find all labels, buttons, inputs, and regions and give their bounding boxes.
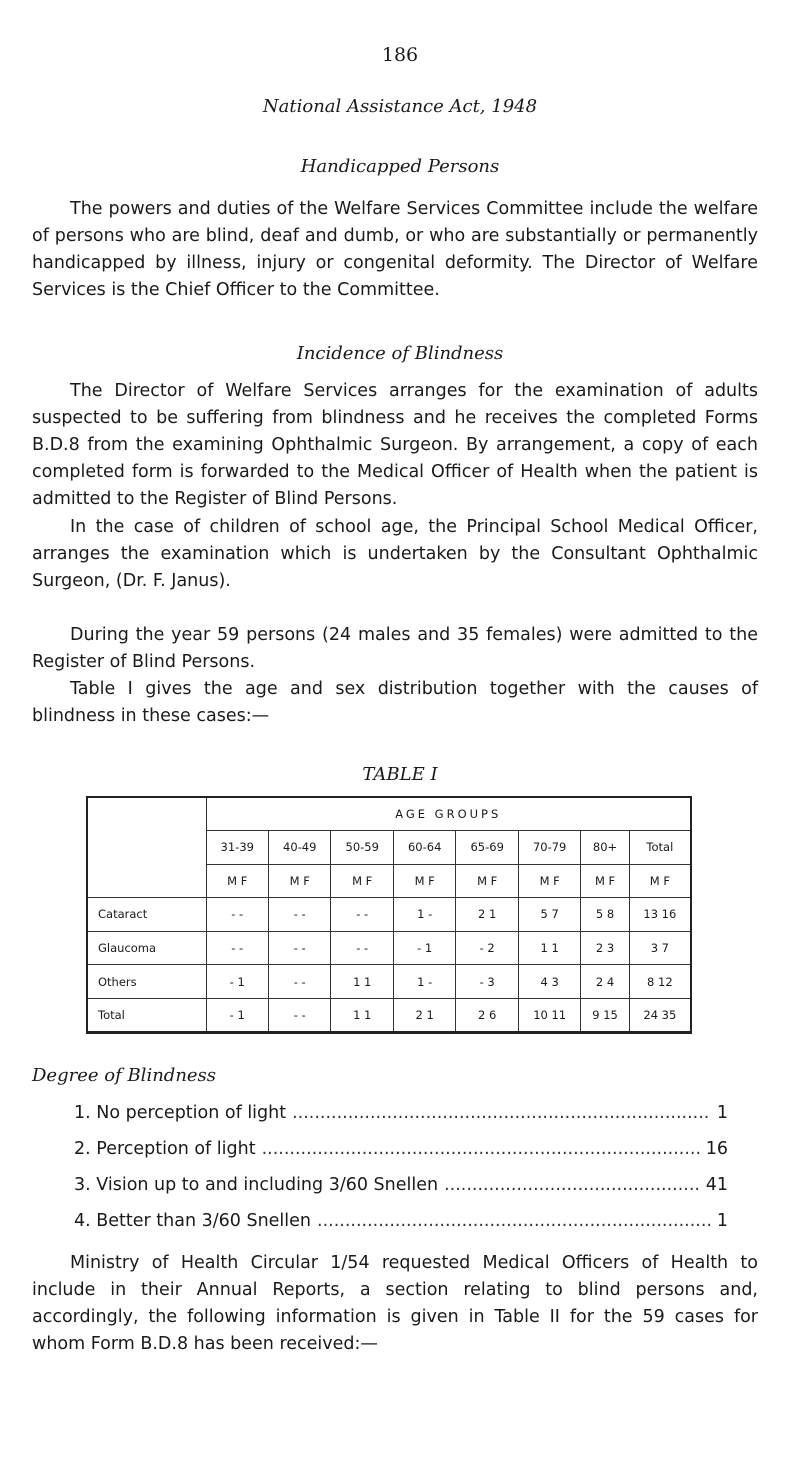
table-cell: 4 3 <box>518 965 580 999</box>
degree-item <box>74 1175 728 1195</box>
table-cell: 1 1 <box>331 998 393 1031</box>
table-cell: 5 7 <box>518 898 580 932</box>
table-cell: 2 1 <box>456 898 518 932</box>
age-group-header: 80+ <box>581 830 629 864</box>
degree-item <box>74 1211 728 1231</box>
degree-item-text: 1. No perception of light <box>74 1103 287 1123</box>
degree-item-value: 1 <box>716 1103 728 1123</box>
age-group-header: 31-39 <box>206 830 268 864</box>
table-cell: - 3 <box>456 965 518 999</box>
age-group-header: 60-64 <box>393 830 455 864</box>
paragraph-examination: The Director of Welfare Services arranges for the examination of adults suspected to be suffering from blindness and he receives the completed Forms B.D.8 from the examining Ophthalmic Surgeon. By arrangement, a copy of each completed form is forwarded to the Medical Officer of Health when the patient is admitted to the Register of Blind Persons. <box>32 381 758 509</box>
table-cell: 13 16 <box>629 898 690 932</box>
sex-header: M F <box>331 864 393 898</box>
closing-paragraph: Ministry of Health Circular 1/54 requested Medical Officers of Health to include in their Annual Reports, a section relating to blind persons and, accordingly, the following information is given in Table II for the 59 cases for whom Form B.D.8 has been received:— <box>32 1253 758 1354</box>
table-cell: 10 11 <box>518 998 580 1031</box>
degree-item <box>74 1139 728 1159</box>
table-cell: 1 1 <box>518 931 580 965</box>
table-cell: 2 4 <box>581 965 629 999</box>
row-label: Cataract <box>88 898 206 932</box>
row-label: Glaucoma <box>88 931 206 965</box>
sex-header: M F <box>456 864 518 898</box>
table-row-total <box>88 998 690 1031</box>
table-corner <box>88 798 206 898</box>
act-title: National Assistance Act, 1948 <box>262 96 538 117</box>
table-row <box>88 898 690 932</box>
table-cell: 2 6 <box>456 998 518 1031</box>
table-cell: - - <box>268 998 330 1031</box>
degree-item-text: 3. Vision up to and including 3/60 Snellen <box>74 1175 439 1195</box>
table-cell: - 1 <box>206 965 268 999</box>
degree-item-value: 41 <box>705 1175 728 1195</box>
degree-item-text: 4. Better than 3/60 Snellen <box>74 1211 312 1231</box>
table-cell: 8 12 <box>629 965 690 999</box>
row-label: Total <box>88 998 206 1031</box>
page-number: 186 <box>381 44 419 66</box>
table-cell: - - <box>268 898 330 932</box>
degree-item-value: 1 <box>716 1211 728 1231</box>
leader-dots <box>262 1139 700 1159</box>
age-groups-header: AGE GROUPS <box>206 798 690 830</box>
table-cell: 5 8 <box>581 898 629 932</box>
table-row-group-header <box>88 798 690 830</box>
sex-header: M F <box>393 864 455 898</box>
table-cell: 24 35 <box>629 998 690 1031</box>
degree-title: Degree of Blindness <box>32 1065 217 1086</box>
table-cell: - 2 <box>456 931 518 965</box>
age-group-header: 65-69 <box>456 830 518 864</box>
age-group-header: 40-49 <box>268 830 330 864</box>
table-cell: 1 - <box>393 898 455 932</box>
table-cell: - - <box>268 931 330 965</box>
paragraph-table-intro: Table I gives the age and sex distribution together with the causes of blindness in these cases:— <box>32 679 758 726</box>
table-title: TABLE I <box>362 764 438 785</box>
blindness-table <box>86 796 692 1034</box>
leader-dots <box>317 1211 711 1231</box>
table-row <box>88 931 690 965</box>
row-label: Others <box>88 965 206 999</box>
degree-item-text: 2. Perception of light <box>74 1139 256 1159</box>
sex-header: M F <box>629 864 690 898</box>
incidence-title: Incidence of Blindness <box>296 343 504 364</box>
table-cell: - - <box>331 931 393 965</box>
table-cell: - - <box>206 931 268 965</box>
age-group-header: 50-59 <box>331 830 393 864</box>
section-title: Handicapped Persons <box>300 156 500 177</box>
degree-item-value: 16 <box>705 1139 728 1159</box>
table-cell: - 1 <box>393 931 455 965</box>
paragraph-children: In the case of children of school age, the Principal School Medical Officer, arranges the examination which is undertaken by the Consultant Ophthalmic Surgeon, (Dr. F. Janus). <box>32 517 758 591</box>
table-cell: 1 1 <box>331 965 393 999</box>
sex-header: M F <box>268 864 330 898</box>
age-group-header: Total <box>629 830 690 864</box>
table-cell: - - <box>206 898 268 932</box>
paragraph-admissions: During the year 59 persons (24 males and 35 females) were admitted to the Register of Blind Persons. <box>32 625 758 672</box>
sex-header: M F <box>206 864 268 898</box>
table-cell: - - <box>331 898 393 932</box>
leader-dots <box>292 1103 711 1123</box>
table-cell: 1 - <box>393 965 455 999</box>
leader-dots <box>444 1175 700 1195</box>
table-cell: 3 7 <box>629 931 690 965</box>
table-cell: - 1 <box>206 998 268 1031</box>
table-cell: 2 3 <box>581 931 629 965</box>
table-cell: 9 15 <box>581 998 629 1031</box>
table-cell: 2 1 <box>393 998 455 1031</box>
sex-header: M F <box>581 864 629 898</box>
age-group-header: 70-79 <box>518 830 580 864</box>
sex-header: M F <box>518 864 580 898</box>
table-row <box>88 965 690 999</box>
degree-item <box>74 1103 728 1123</box>
intro-paragraph: The powers and duties of the Welfare Services Committee include the welfare of persons who are blind, deaf and dumb, or who are substantially or permanently handicapped by illness, injury or congenital deformity. The Director of Welfare Services is the Chief Officer to the Committee. <box>32 199 758 300</box>
table-cell: - - <box>268 965 330 999</box>
